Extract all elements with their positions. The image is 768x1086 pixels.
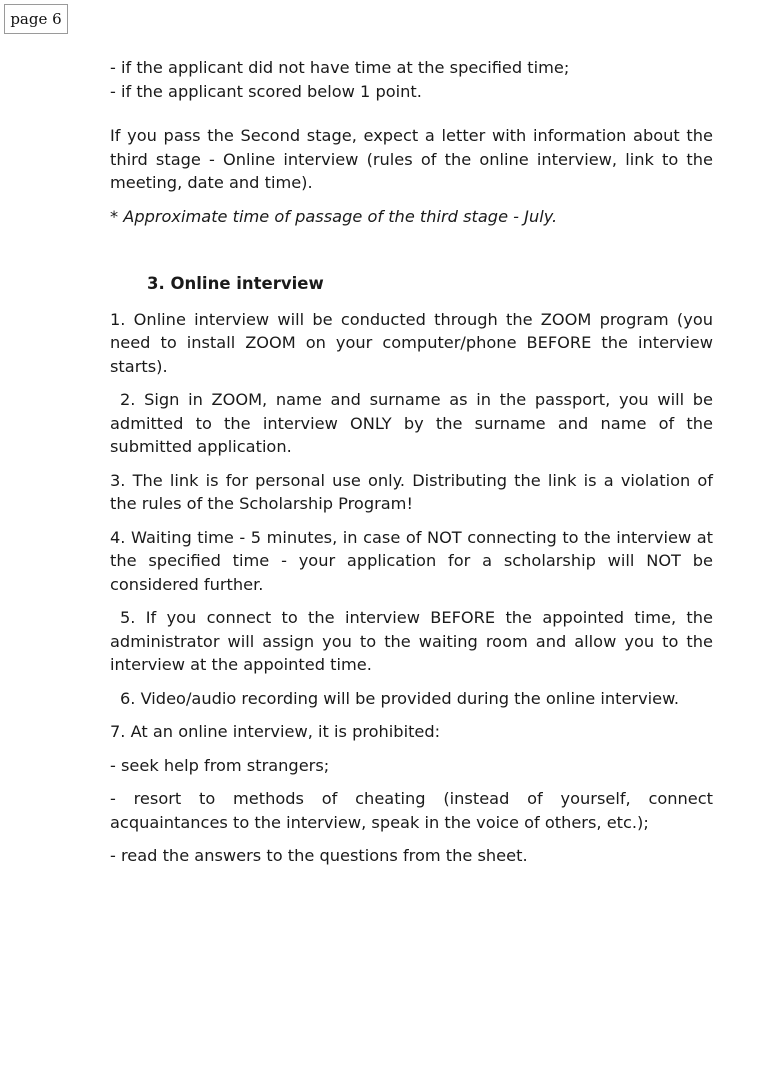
- rule-6: 6. Video/audio recording will be provided during the online interview.: [120, 688, 680, 708]
- page-number-label: page 6: [4, 4, 68, 34]
- intro-line-1: - if the applicant did not have time at the specified time;: [110, 58, 570, 77]
- rule-1: 1. Online interview will be conducted through the ZOOM program (you need to install ZOOM on your computer/phone BEFORE the interview starts).: [110, 309, 713, 376]
- rule-7: 7. At an online interview, it is prohibited:: [110, 722, 441, 741]
- prohibited-item-1: - seek help from strangers;: [110, 755, 330, 775]
- approximate-time-note: * Approximate time of passage of the third stage - July.: [110, 206, 558, 226]
- intro-line-2: - if the applicant scored below 1 point.: [110, 81, 422, 101]
- section-heading: 3. Online interview: [147, 274, 324, 293]
- second-stage-paragraph: If you pass the Second stage, expect a letter with information about the third stage - Online interview (rules of the online interview, link to the meeting, date and time).: [110, 126, 713, 192]
- document-body: [110, 56, 713, 868]
- rule-3: 3. The link is for personal use only. Distributing the link is a violation of the rules of the Scholarship Program!: [110, 470, 713, 513]
- rule-4: 4. Waiting time - 5 minutes, in case of NOT connecting to the interview at the specified time - your application for a scholarship will NOT be considered further.: [110, 527, 713, 594]
- prohibited-item-3: - read the answers to the questions from the sheet.: [110, 846, 528, 865]
- rule-5: 5. If you connect to the interview BEFORE the appointed time, the administrator will assign you to the waiting room and allow you to the interview at the appointed time.: [110, 608, 713, 674]
- rule-2: 2. Sign in ZOOM, name and surname as in the passport, you will be admitted to the interview ONLY by the surname and name of the submitted application.: [110, 390, 713, 456]
- prohibited-item-2: - resort to methods of cheating (instead of yourself, connect acquaintances to the interview, speak in the voice of others, etc.);: [110, 789, 713, 832]
